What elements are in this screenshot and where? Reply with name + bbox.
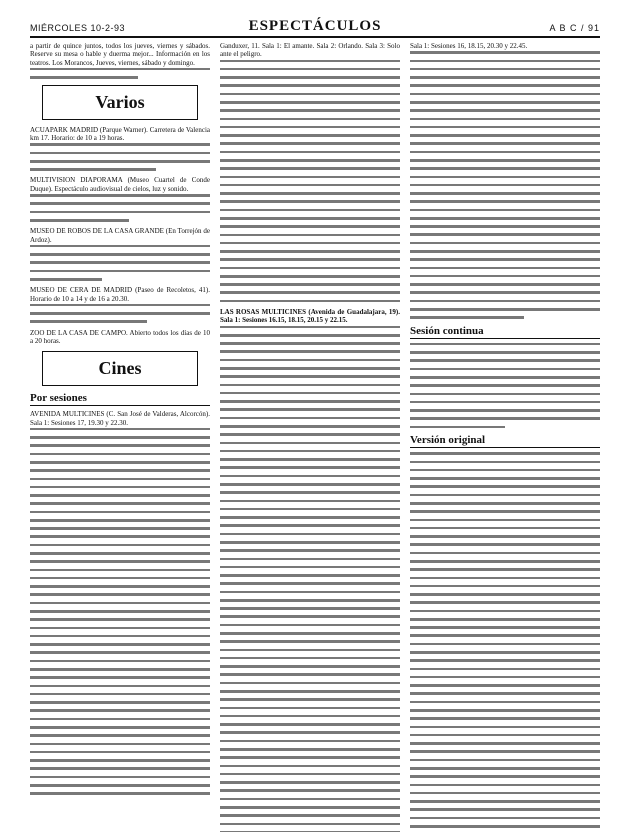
column-1	[30, 42, 210, 832]
varios-item: ZOO DE LA CASA DE CAMPO. Abierto todos los días de 10 a 20 horas.	[30, 328, 210, 345]
intro-text-block	[30, 68, 210, 79]
varios-item: MUSEO DE ROBOS DE LA CASA GRANDE (En Torrejón de Ardoz).	[30, 227, 210, 244]
version-original-block	[410, 452, 600, 832]
varios-heading: Varios	[42, 85, 198, 120]
intro-paragraph: a partir de quince juntos, todos los jueves, viernes y sábados. Reserve su mesa o hable y duerma mejor... Información en los teatros. Los Morancos, Jueves, viernes, sábado y domingo.	[30, 42, 210, 67]
varios-item: MULTIVISION DIAPORAMA (Museo Cuartel de Conde Duque). Espectáculo audiovisual de cielos, luz y sonido.	[30, 176, 210, 193]
page-header	[30, 20, 600, 38]
varios-text-block	[30, 245, 210, 281]
varios-item: MUSEO DE CERA DE MADRID (Paseo de Recoletos, 41). Horario de 10 a 14 y de 16 a 20.30.	[30, 286, 210, 303]
varios-text-block	[30, 194, 210, 221]
cinema-listing: Sala 1: Sesiones 16, 18.15, 20.30 y 22.45.	[410, 42, 528, 50]
varios-text-block	[30, 304, 210, 323]
cinema-listing: Ganduxer, 11. Sala 1: El amante. Sala 2: Orlando. Sala 3: Solo ante el peligro.	[220, 42, 400, 59]
cinema-listing-bold: LAS ROSAS MULTICINES (Avenida de Guadalajara, 19). Sala 1: Sesiones 16.15, 18.15, 20.15 y 22.15.	[220, 308, 400, 325]
cines-heading: Cines	[42, 351, 198, 386]
cinema-listings-block	[30, 428, 210, 795]
page-number: A B C / 91	[549, 23, 600, 33]
sesion-continua-block	[410, 343, 600, 428]
version-original-heading: Versión original	[410, 434, 600, 448]
varios-text-block	[30, 143, 210, 170]
header-date: MIÉRCOLES 10-2-93	[30, 23, 126, 33]
sesion-continua-heading: Sesión continua	[410, 325, 600, 339]
column-3	[410, 42, 600, 832]
cinema-listings-block	[410, 51, 600, 319]
cinema-listing: AVENIDA MULTICINES (C. San José de Valderas, Alcorcón). Sala 1: Sesiones 17, 19.30 y 22.30.	[30, 410, 210, 427]
column-2	[220, 42, 400, 832]
section-title: ESPECTÁCULOS	[248, 18, 382, 34]
cinema-listings-block	[220, 326, 400, 832]
cinema-listings-block	[220, 60, 400, 303]
por-sesiones-heading: Por sesiones	[30, 392, 210, 406]
varios-item: ACUAPARK MADRID (Parque Warner). Carretera de Valencia km 17. Horario: de 10 a 19 horas.	[30, 125, 210, 143]
